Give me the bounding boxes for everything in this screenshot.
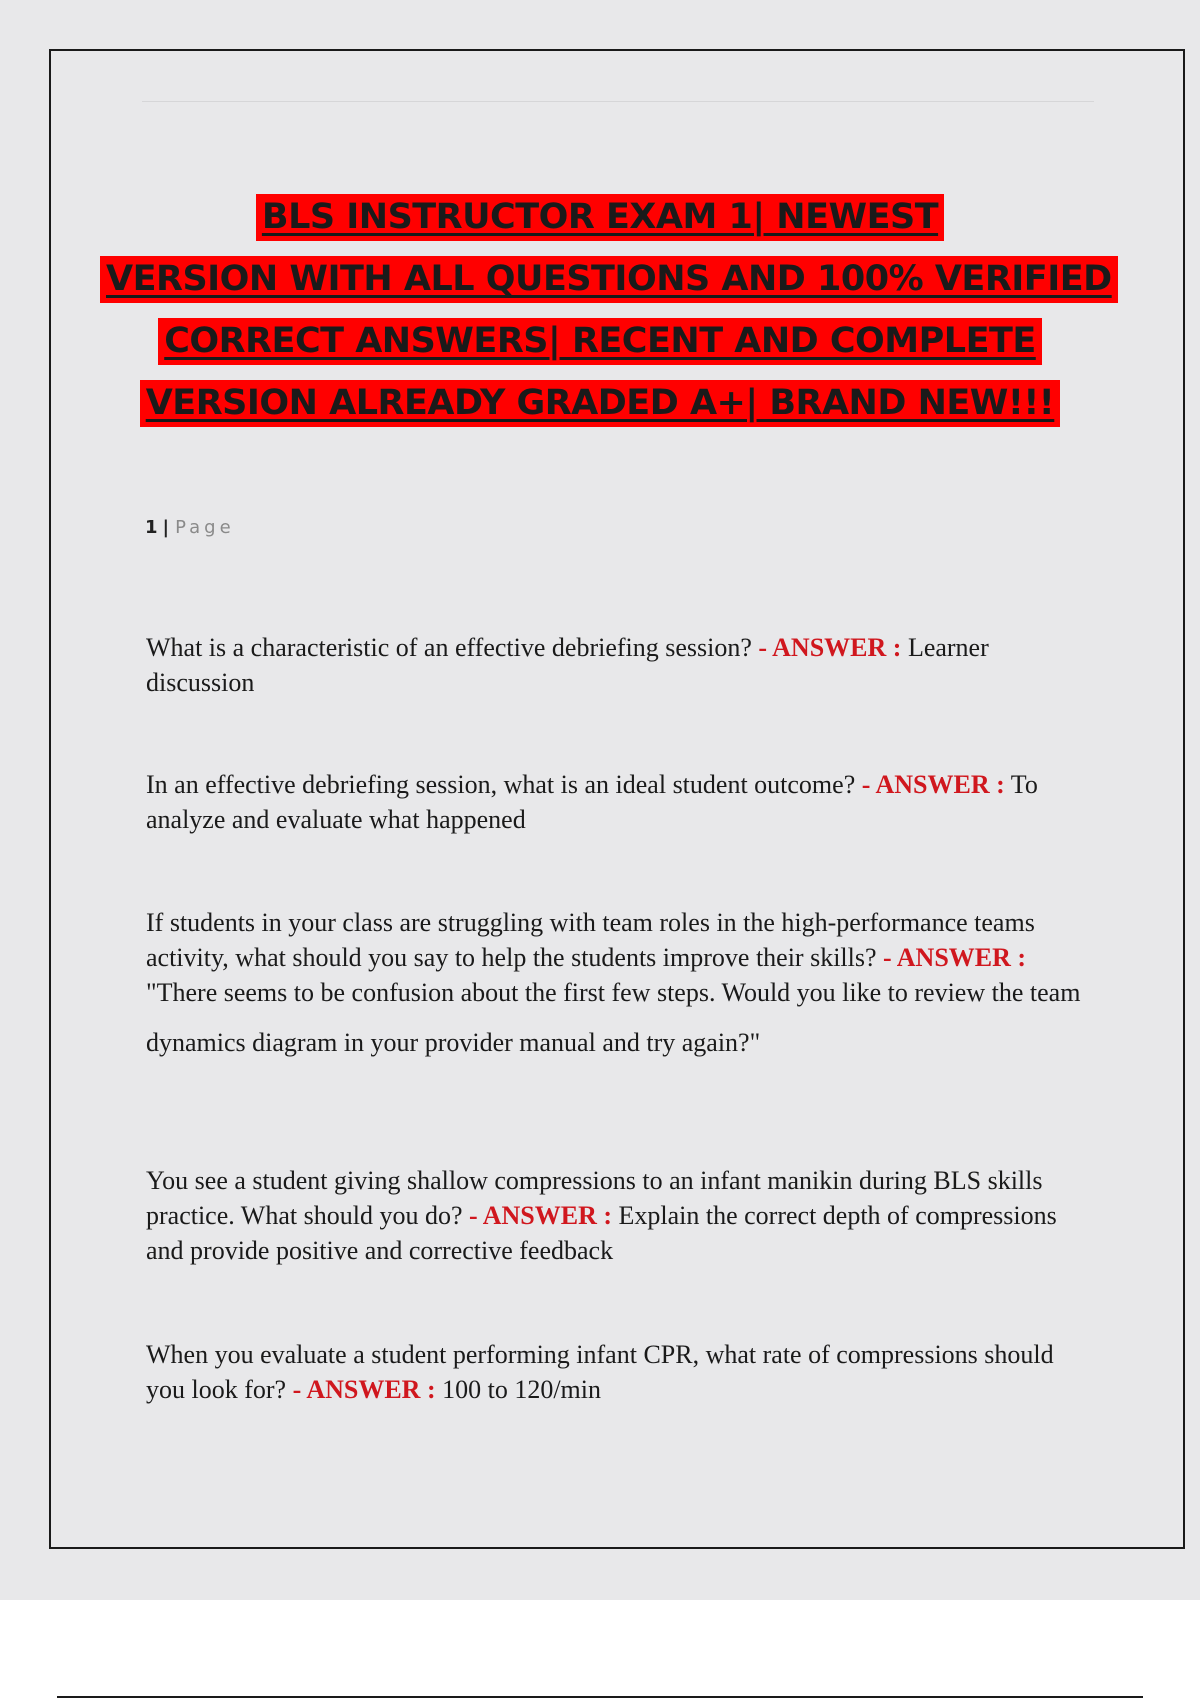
answer-marker: - ANSWER : [758, 633, 902, 662]
title-line-3-text: CORRECT ANSWERS| RECENT AND COMPLETE [158, 318, 1042, 365]
qa-item [146, 767, 1086, 837]
qa-item [146, 630, 1086, 700]
title-line-2-text: VERSION WITH ALL QUESTIONS AND 100% VERIFIED [100, 256, 1118, 303]
title-line-1 [100, 197, 1100, 237]
title-line-1-text: BLS INSTRUCTOR EXAM 1| NEWEST [256, 194, 944, 241]
page-number-separator: | [162, 517, 170, 538]
question-text: You see a student giving shallow compressions to an infant manikin during BLS skills practice. What should you do? [146, 1166, 1043, 1230]
title-line-2 [100, 259, 1112, 299]
title-line-3 [100, 321, 1100, 361]
answer-marker: - ANSWER : [883, 943, 1027, 972]
question-text: If students in your class are struggling with team roles in the high-performance teams activity, what should you say to help the students improve their skills? [146, 908, 1035, 972]
answer-marker: - ANSWER : [861, 770, 1005, 799]
answer-marker: - ANSWER : [468, 1201, 612, 1230]
answer-text: 100 to 120/min [442, 1375, 602, 1404]
page-number-value: 1 [145, 517, 158, 538]
answer-continuation: dynamics diagram in your provider manual and try again?" [146, 1028, 761, 1057]
question-text: In an effective debriefing session, what is an ideal student outcome? [146, 770, 856, 799]
answer-text: To analyze and evaluate what happened [146, 770, 1038, 834]
title-line-4-text: VERSION ALREADY GRADED A+| BRAND NEW!!! [140, 380, 1061, 427]
page-number-label: Page [175, 517, 235, 538]
answer-text: Learner discussion [146, 633, 989, 697]
answer-marker: - ANSWER : [292, 1375, 436, 1404]
qa-item [146, 1163, 1086, 1268]
question-text: What is a characteristic of an effective debriefing session? [146, 633, 752, 662]
question-text: When you evaluate a student performing infant CPR, what rate of compressions should you look for? [146, 1340, 1054, 1404]
document-title [100, 197, 1112, 448]
answer-text: Explain the correct depth of compressions and provide positive and corrective feedback [146, 1201, 1057, 1265]
footer-divider [57, 1696, 1143, 1698]
title-line-4 [100, 383, 1100, 423]
qa-item [146, 905, 1086, 1060]
header-divider [142, 101, 1094, 102]
qa-item [146, 1337, 1086, 1407]
answer-text: "There seems to be confusion about the first few steps. Would you like to review the team [146, 978, 1081, 1007]
page-number [145, 517, 235, 538]
